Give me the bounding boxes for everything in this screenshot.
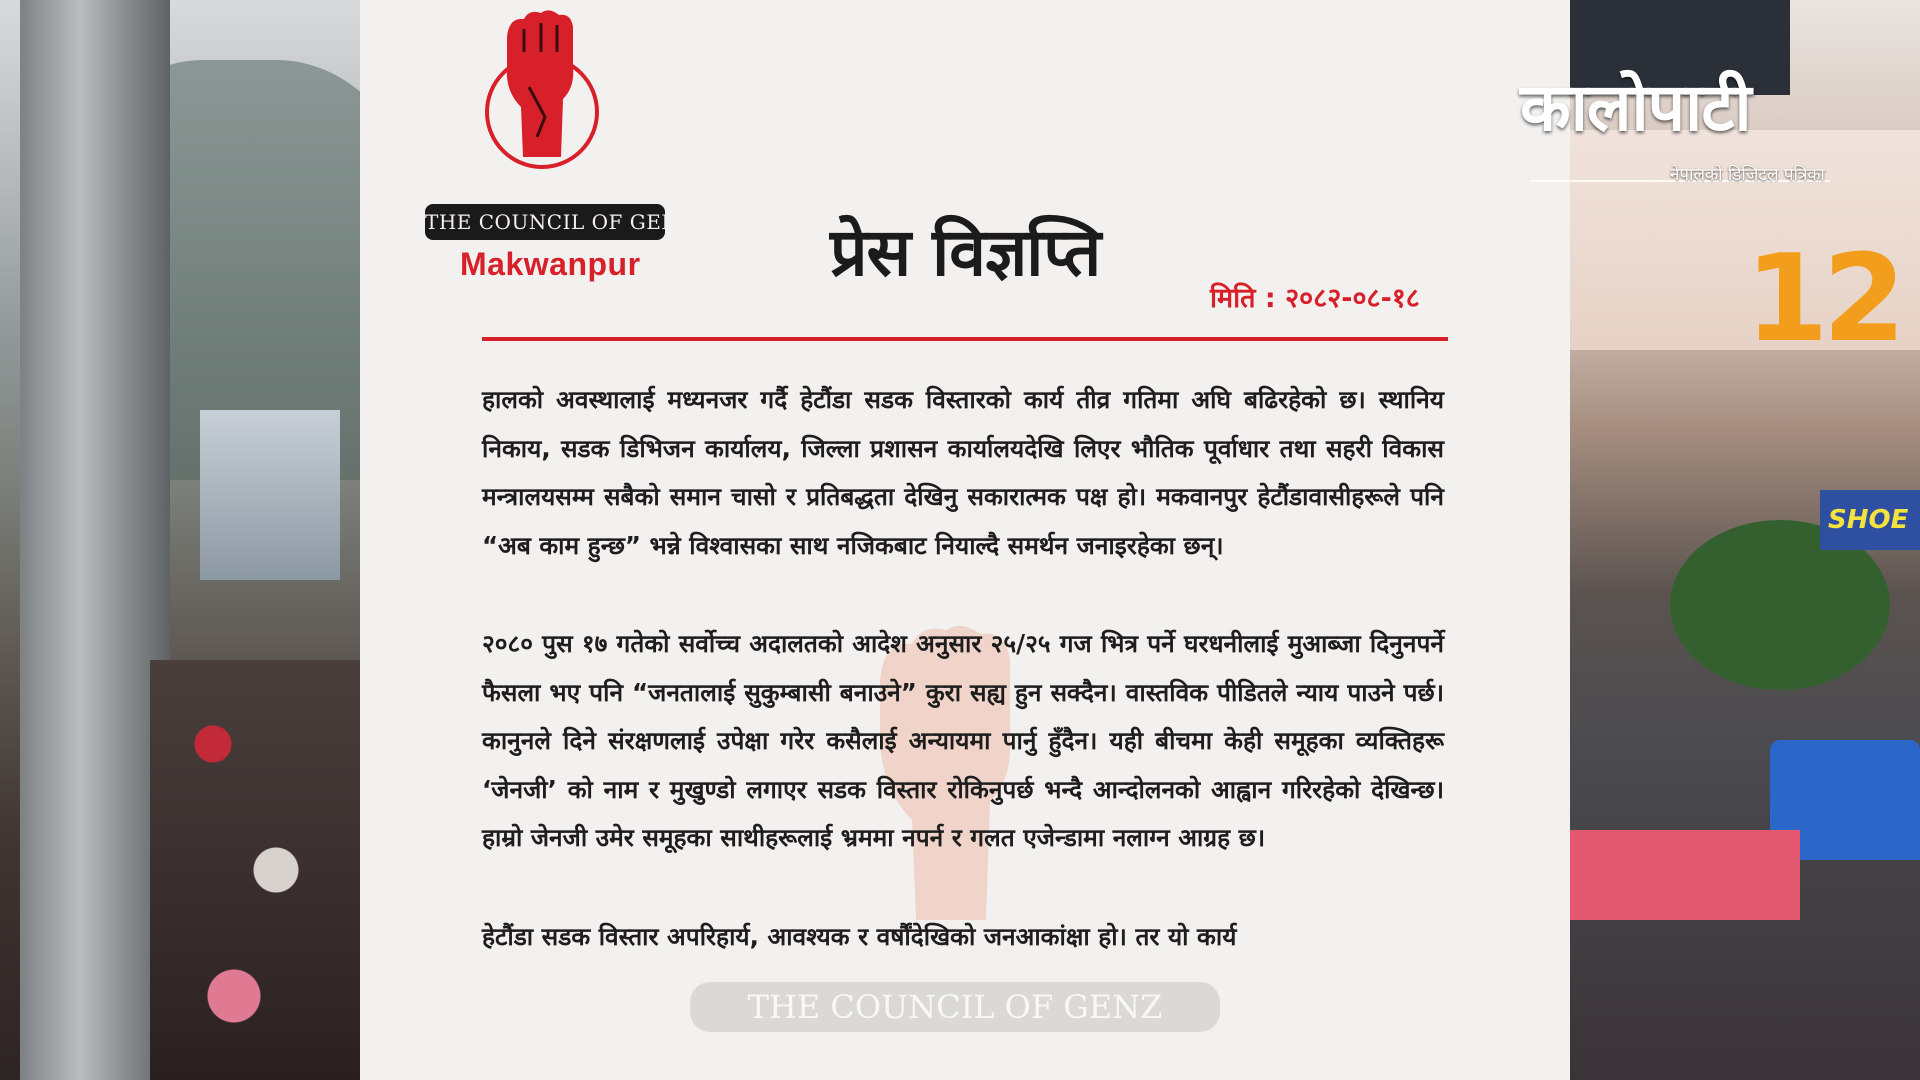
press-release-title: प्रेस विज्ञप्ति bbox=[830, 214, 1101, 291]
district-name: Makwanpur bbox=[460, 246, 641, 282]
shoe-shop-sign: SHOE bbox=[1820, 490, 1920, 550]
news-brand-logo bbox=[1520, 60, 1850, 190]
brand-name: कालोपाटी bbox=[1520, 69, 1751, 146]
building bbox=[200, 410, 340, 580]
paragraph-2: २०८० पुस १७ गतेको सर्वोच्च अदालतको आदेश अनुसार २५/२५ गज भित्र पर्ने घरधनीलाई मुआब्जा दिनुनपर्ने फैसला भए पनि “जनतालाई सुकुम्बासी बनाउने” कुरा सह्य हुन सक्दैन। वास्तविक पीडितले न्याय पाउने पर्छ। कानुनले दिने संरक्षणलाई उपेक्षा गरेर कसैलाई अन्यायमा पार्नु हुँदैन। यही बीचमा केही समूहका व्यक्तिहरू ‘जेनजी’ को नाम र मुखुण्डो लगाएर सडक विस्तार रोकिनुपर्छ भन्दै आन्दोलनको आह्वान गरिरहेको देखिन्छ। हाम्रो जेनजी उमेर समूहका साथीहरूलाई भ्रममा नपर्न र गलत एजेन्डामा नलाग्न आग्रह छ। bbox=[482, 629, 1444, 852]
press-release-body bbox=[482, 376, 1444, 1011]
brand-tagline: नेपालको डिजिटल पत्रिका bbox=[1670, 165, 1825, 185]
number-sign: 12 bbox=[1745, 230, 1900, 369]
raised-fist-icon bbox=[479, 7, 605, 177]
crowd bbox=[150, 660, 360, 1080]
background-photo-left bbox=[0, 0, 360, 1080]
press-release-document bbox=[360, 0, 1570, 1080]
paragraph-3: हेटौंडा सडक विस्तार अपरिहार्य, आवश्यक र वर्षौंदेखिको जनआकांक्षा हो। तर यो कार्य bbox=[482, 921, 1237, 951]
red-divider bbox=[482, 337, 1448, 341]
organization-name: THE COUNCIL OF GENZ bbox=[425, 204, 665, 240]
truck bbox=[1570, 830, 1800, 920]
release-date: मिति : २०८२-०८-१८ bbox=[1210, 283, 1420, 314]
paragraph-1: हालको अवस्थालाई मध्यनजर गर्दै हेटौंडा सडक विस्तारको कार्य तीव्र गतिमा अघि बढिरहेको छ। स्थानिय निकाय, सडक डिभिजन कार्यालय, जिल्ला प्रशासन कार्यालयदेखि लिएर भौतिक पूर्वाधार तथा सहरी विकास मन्त्रालयसम्म सबैको समान चासो र प्रतिबद्धता देखिनु सकारात्मक पक्ष हो। मकवानपुर हेटौंडावासीहरूले पनि “अब काम हुन्छ” भन्ने विश्वासका साथ नजिकबाट नियाल्दै समर्थन जनाइरहेका छन्। bbox=[482, 385, 1444, 560]
watermark-text: THE COUNCIL OF GENZ bbox=[690, 982, 1220, 1032]
utility-pole bbox=[20, 0, 170, 1080]
